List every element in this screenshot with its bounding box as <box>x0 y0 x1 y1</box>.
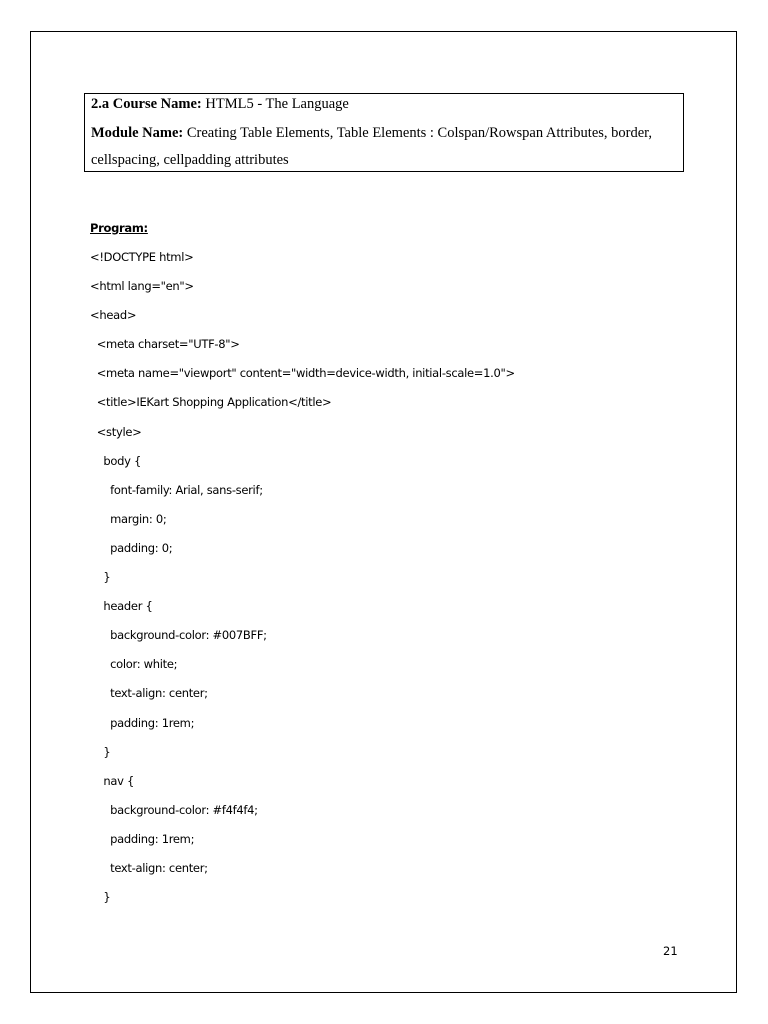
code-line: padding: 0; <box>90 540 173 555</box>
course-name-value: HTML5 - The Language <box>201 96 349 112</box>
course-info-box <box>84 93 684 172</box>
code-line: <title>IEKart Shopping Application</title> <box>90 395 332 410</box>
code-line: text-align: center; <box>90 860 208 875</box>
course-name-label: 2.a Course Name: <box>91 96 202 112</box>
code-line: <head> <box>90 308 137 323</box>
code-line: header { <box>90 599 153 614</box>
code-line: <!DOCTYPE html> <box>90 250 194 264</box>
code-line: background-color: #007BFF; <box>90 628 267 643</box>
program-section <box>90 217 515 915</box>
code-line: text-align: center; <box>90 686 208 701</box>
code-line: background-color: #f4f4f4; <box>90 802 258 817</box>
code-line: <meta charset="UTF-8"> <box>90 337 240 352</box>
code-line: body { <box>90 453 142 468</box>
code-line: } <box>90 890 111 905</box>
code-line: font-family: Arial, sans-serif; <box>90 482 263 497</box>
module-name-label: Module Name: <box>91 125 184 141</box>
code-line: margin: 0; <box>90 511 167 526</box>
code-line: color: white; <box>90 657 178 672</box>
code-line: <html lang="en"> <box>90 279 194 294</box>
module-name-line <box>91 125 652 142</box>
page-number: 21 <box>663 944 678 958</box>
program-heading: Program: <box>90 221 148 235</box>
code-line: padding: 1rem; <box>90 831 195 846</box>
course-name-line <box>91 96 349 113</box>
code-line: } <box>90 744 111 759</box>
code-line: <style> <box>90 424 142 439</box>
code-line: padding: 1rem; <box>90 715 195 730</box>
module-name-value: Creating Table Elements, Table Elements : Colspan/Rowspan Attributes, border, <box>183 125 653 141</box>
code-line: } <box>90 570 111 585</box>
code-line: nav { <box>90 773 135 788</box>
program-code <box>90 246 515 915</box>
code-line: <meta name="viewport" content="width=device-width, initial-scale=1.0"> <box>90 366 515 381</box>
module-name-continuation: cellspacing, cellpadding attributes <box>91 152 289 168</box>
